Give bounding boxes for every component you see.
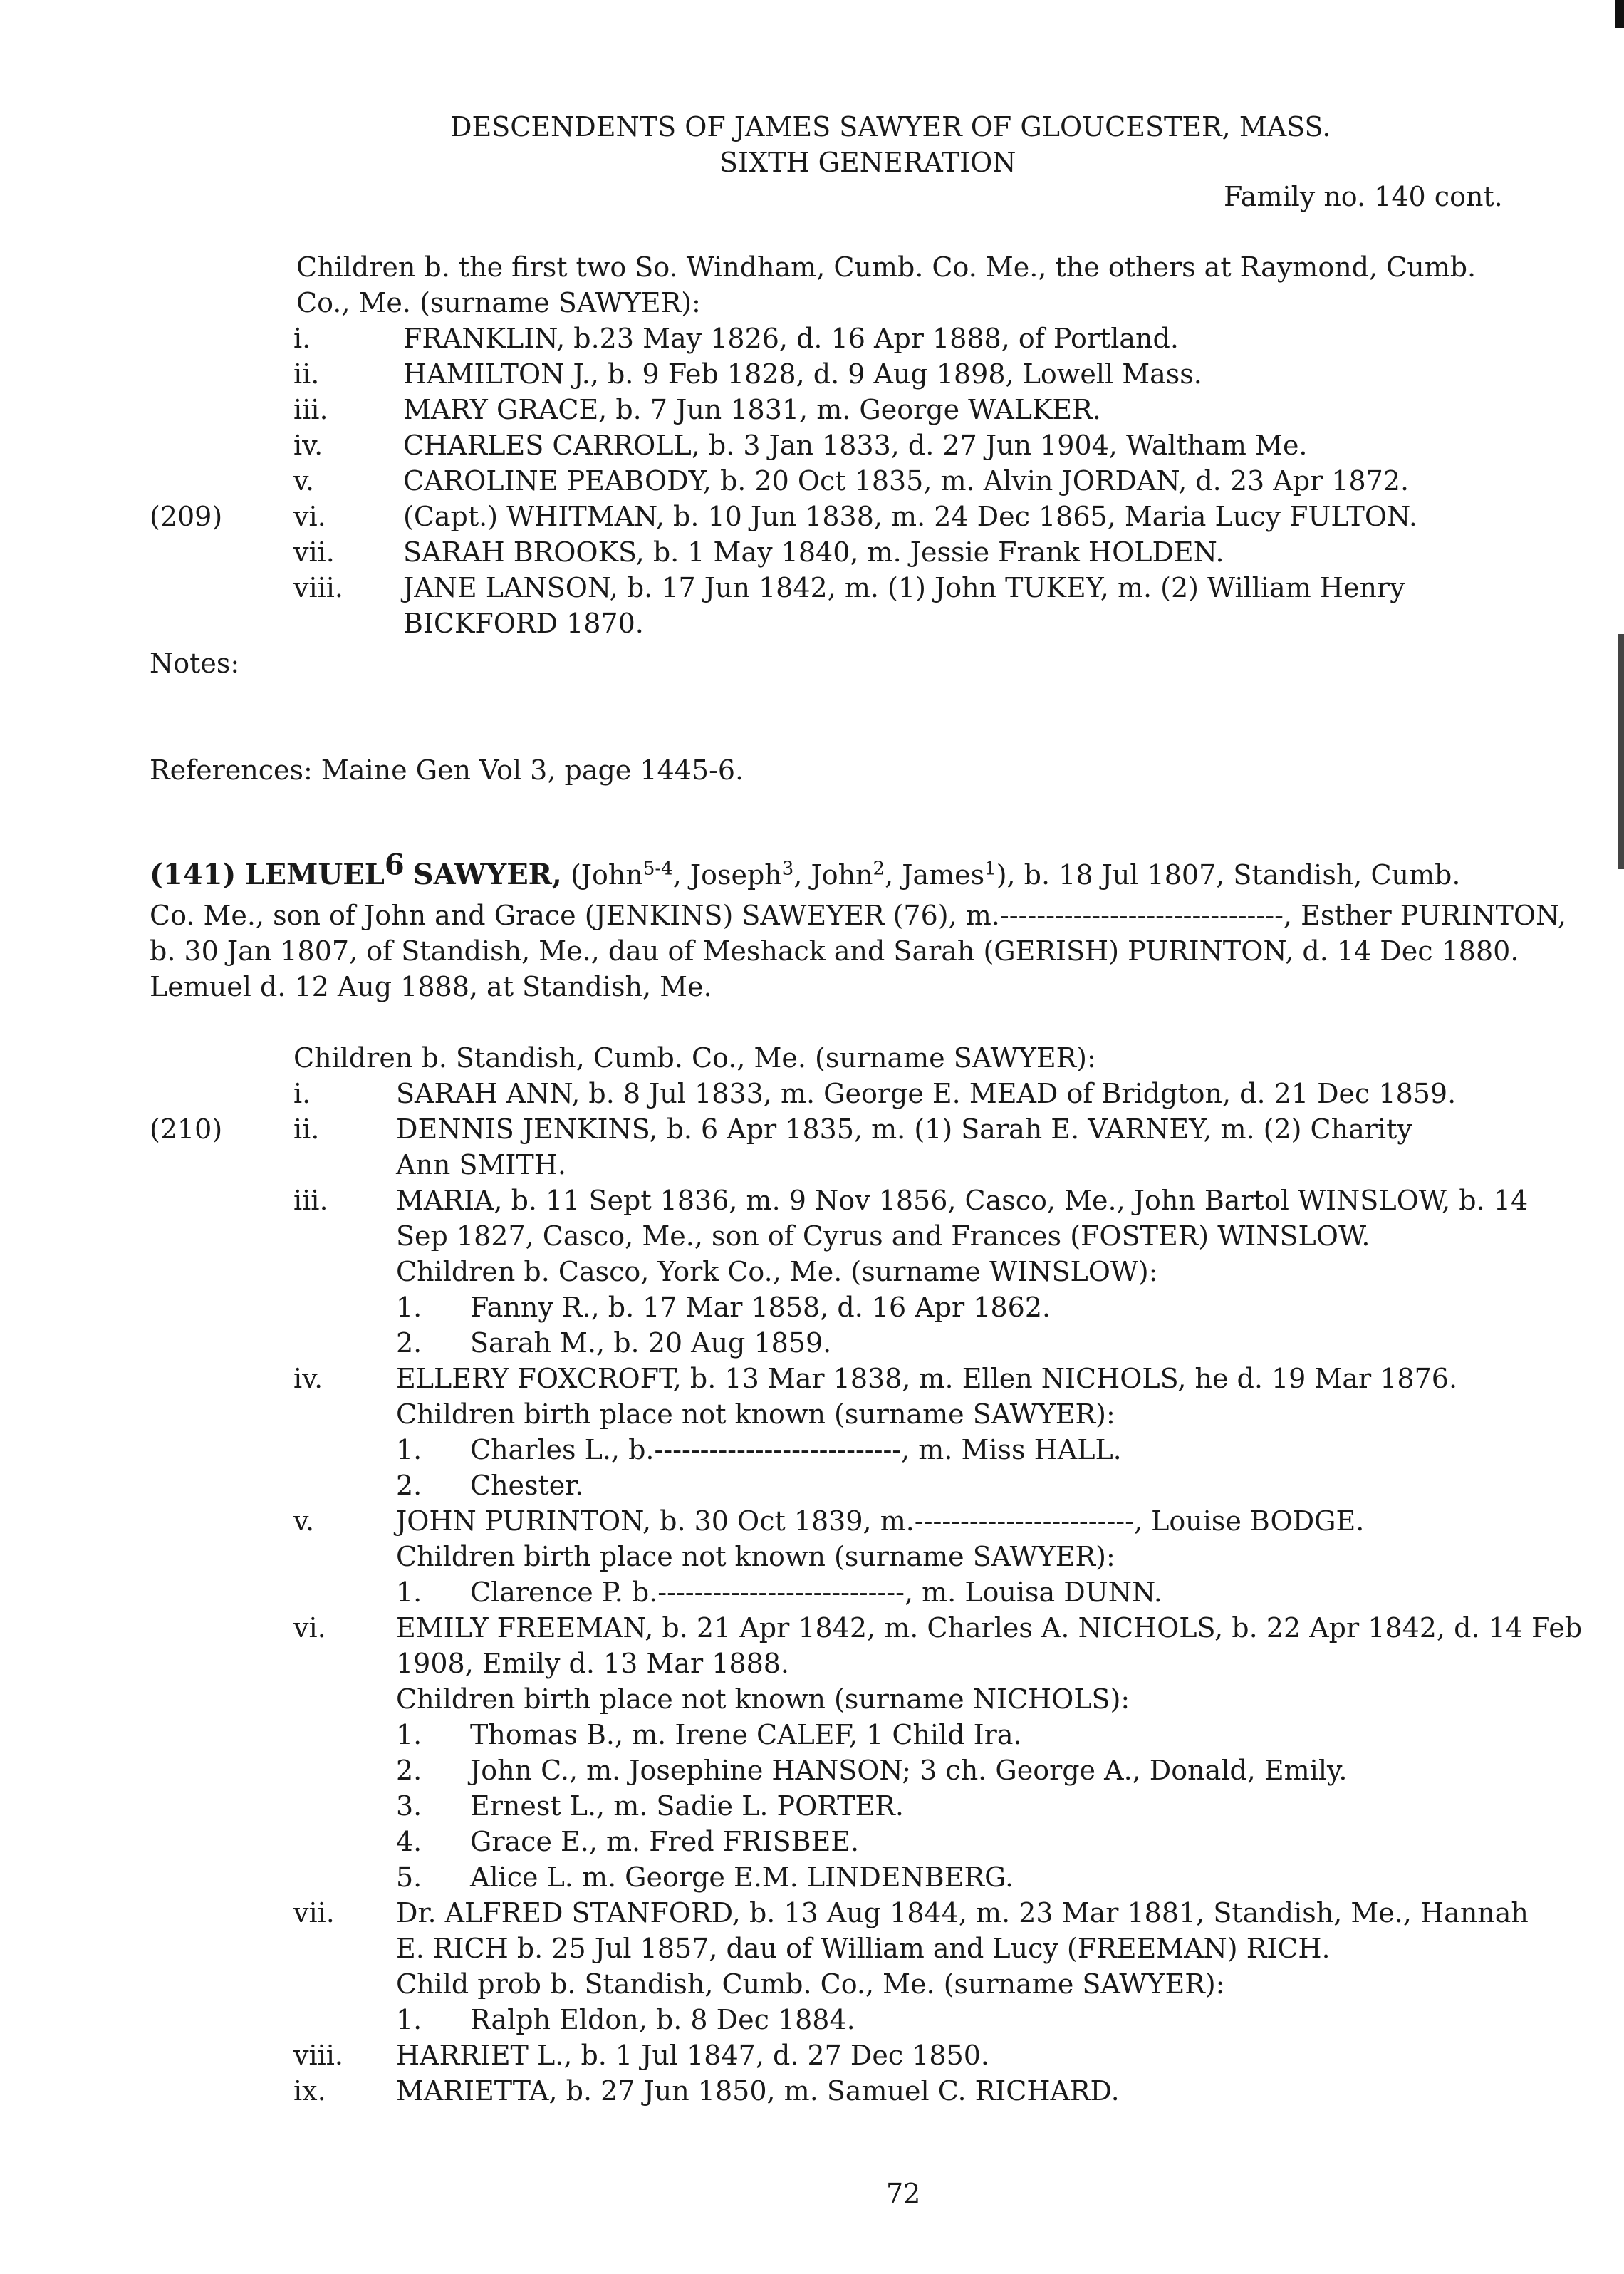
family-141-children-intro: Children b. Standish, Cumb. Co., Me. (surname SAWYER): <box>293 1042 1096 1074</box>
entry-text: JOHN PURINTON, b. 30 Oct 1839, m.------------------------, Louise BODGE. <box>396 1505 1365 1537</box>
children-intro-line-1: Children b. the first two So. Windham, Cumb. Co. Me., the others at Raymond, Cumb. <box>296 251 1477 283</box>
child-numeral: i. <box>293 323 311 354</box>
entry-text: JANE LANSON, b. 17 Jun 1842, m. (1) John TUKEY, m. (2) William Henry <box>403 572 1405 603</box>
child-numeral: iii. <box>293 394 328 425</box>
ancestry-joseph-sup: 3 <box>781 858 794 880</box>
family-141-surname: SAWYER, <box>412 858 562 891</box>
ancestry-birth: ), b. 18 Jul 1807, Standish, Cumb. <box>996 859 1461 891</box>
entry-text: EMILY FREEMAN, b. 21 Apr 1842, m. Charles A. NICHOLS, b. 22 Apr 1842, d. 14 Feb <box>396 1612 1583 1644</box>
entry-text: BICKFORD 1870. <box>403 608 644 639</box>
child-numeral: ii. <box>293 1113 320 1145</box>
entry-text: Sarah M., b. 20 Aug 1859. <box>470 1327 832 1359</box>
entry-text: Thomas B., m. Irene CALEF, 1 Child Ira. <box>470 1719 1022 1750</box>
entry-text: HARRIET L., b. 1 Jul 1847, d. 27 Dec 1850. <box>396 2040 990 2071</box>
child-numeral: v. <box>293 465 315 497</box>
grandchild-number: 2. <box>396 1755 422 1786</box>
entry-text: E. RICH b. 25 Jul 1857, dau of William and Lucy (FREEMAN) RICH. <box>396 1933 1331 1964</box>
entry-text: Alice L. m. George E.M. LINDENBERG. <box>470 1862 1014 1893</box>
entry-text: 1908, Emily d. 13 Mar 1888. <box>396 1648 790 1679</box>
child-numeral: vii. <box>293 1897 335 1928</box>
entry-text: Dr. ALFRED STANFORD, b. 13 Aug 1844, m. 23 Mar 1881, Standish, Me., Hannah <box>396 1897 1529 1928</box>
entry-text: Child prob b. Standish, Cumb. Co., Me. (surname SAWYER): <box>396 1968 1225 2000</box>
entry-text: Grace E., m. Fred FRISBEE. <box>470 1826 860 1857</box>
entry-text: MARY GRACE, b. 7 Jun 1831, m. George WALKER. <box>403 394 1101 425</box>
family-141-line-2: Co. Me., son of John and Grace (JENKINS) SAWEYER (76), m.-------------------------------, Esther PURINTON, <box>150 900 1566 931</box>
child-numeral: vi. <box>293 1612 326 1644</box>
grandchild-number: 3. <box>396 1790 422 1822</box>
entry-text: Children birth place not known (surname NICHOLS): <box>396 1683 1130 1715</box>
scan-corner-mark <box>1615 0 1624 28</box>
child-numeral: iv. <box>293 1363 323 1394</box>
ancestry-james-sup: 1 <box>984 858 996 880</box>
ancestry-john2: , John <box>793 859 873 891</box>
entry-text: SARAH BROOKS, b. 1 May 1840, m. Jessie Frank HOLDEN. <box>403 536 1224 568</box>
page-number: 72 <box>886 2178 921 2209</box>
child-numeral: iv. <box>293 430 323 461</box>
child-numeral: iii. <box>293 1185 328 1216</box>
entry-text: (Capt.) WHITMAN, b. 10 Jun 1838, m. 24 Dec 1865, Maria Lucy FULTON. <box>403 501 1417 532</box>
entry-text: Ralph Eldon, b. 8 Dec 1884. <box>470 2004 855 2035</box>
child-numeral: viii. <box>293 2040 344 2071</box>
grandchild-number: 1. <box>396 1434 422 1465</box>
ancestry-john-sup: 5-4 <box>642 858 673 880</box>
family-141-heading <box>150 848 1461 891</box>
grandchild-number: 1. <box>396 2004 422 2035</box>
entry-text: Fanny R., b. 17 Mar 1858, d. 16 Apr 1862. <box>470 1292 1051 1323</box>
family-141-number: (141) <box>150 858 236 891</box>
ancestry-john2-sup: 2 <box>873 858 885 880</box>
family-141-given-name: LEMUEL <box>244 858 385 891</box>
grandchild-number: 5. <box>396 1862 422 1893</box>
family-number: Family no. 140 cont. <box>1224 181 1503 212</box>
entry-text: DENNIS JENKINS, b. 6 Apr 1835, m. (1) Sarah E. VARNEY, m. (2) Charity <box>396 1113 1412 1145</box>
entry-text: Children birth place not known (surname SAWYER): <box>396 1398 1115 1430</box>
entry-text: Chester. <box>470 1470 584 1501</box>
entry-text: HAMILTON J., b. 9 Feb 1828, d. 9 Aug 1898, Lowell Mass. <box>403 358 1202 390</box>
children-intro-line-2: Co., Me. (surname SAWYER): <box>296 287 701 318</box>
references-line: References: Maine Gen Vol 3, page 1445-6. <box>150 754 744 786</box>
child-numeral: ii. <box>293 358 320 390</box>
child-numeral: v. <box>293 1505 315 1537</box>
grandchild-number: 4. <box>396 1826 422 1857</box>
child-numeral: vii. <box>293 536 335 568</box>
child-numeral: vi. <box>293 501 326 532</box>
grandchild-number: 1. <box>396 1719 422 1750</box>
entry-text: SARAH ANN, b. 8 Jul 1833, m. George E. MEAD of Bridgton, d. 21 Dec 1859. <box>396 1078 1457 1109</box>
entry-text: MARIETTA, b. 27 Jun 1850, m. Samuel C. RICHARD. <box>396 2075 1120 2107</box>
entry-text: MARIA, b. 11 Sept 1836, m. 9 Nov 1856, Casco, Me., John Bartol WINSLOW, b. 14 <box>396 1185 1529 1216</box>
grandchild-number: 1. <box>396 1292 422 1323</box>
child-numeral: i. <box>293 1078 311 1109</box>
family-ref-number: (209) <box>150 501 223 532</box>
entry-text: CHARLES CARROLL, b. 3 Jan 1833, d. 27 Jun 1904, Waltham Me. <box>403 430 1308 461</box>
ancestry-john: (John <box>570 859 643 891</box>
generation-heading: SIXTH GENERATION <box>719 147 1016 178</box>
family-ref-number: (210) <box>150 1113 223 1145</box>
child-numeral: viii. <box>293 572 344 603</box>
child-numeral: ix. <box>293 2075 326 2107</box>
entry-text: Ann SMITH. <box>396 1149 566 1180</box>
notes-label: Notes: <box>150 648 240 679</box>
entry-text: John C., m. Josephine HANSON; 3 ch. George A., Donald, Emily. <box>470 1755 1348 1786</box>
grandchild-number: 1. <box>396 1577 422 1608</box>
generation-superscript: 6 <box>384 848 405 882</box>
entry-text: FRANKLIN, b.23 May 1826, d. 16 Apr 1888, of Portland. <box>403 323 1179 354</box>
entry-text: Children birth place not known (surname SAWYER): <box>396 1541 1115 1572</box>
ancestry-james: , James <box>885 859 985 891</box>
grandchild-number: 2. <box>396 1327 422 1359</box>
entry-text: Ernest L., m. Sadie L. PORTER. <box>470 1790 904 1822</box>
entry-text: Clarence P. b.---------------------------, m. Louisa DUNN. <box>470 1577 1162 1608</box>
family-141-line-3: b. 30 Jan 1807, of Standish, Me., dau of Meshack and Sarah (GERISH) PURINTON, d. 14 Dec 1880. <box>150 935 1519 967</box>
entry-text: ELLERY FOXCROFT, b. 13 Mar 1838, m. Ellen NICHOLS, he d. 19 Mar 1876. <box>396 1363 1458 1394</box>
scan-edge-mark <box>1618 634 1624 869</box>
entry-text: Sep 1827, Casco, Me., son of Cyrus and Frances (FOSTER) WINSLOW. <box>396 1220 1370 1252</box>
family-141-line-4: Lemuel d. 12 Aug 1888, at Standish, Me. <box>150 971 712 1002</box>
entry-text: Charles L., b.---------------------------, m. Miss HALL. <box>470 1434 1122 1465</box>
entry-text: CAROLINE PEABODY, b. 20 Oct 1835, m. Alvin JORDAN, d. 23 Apr 1872. <box>403 465 1410 497</box>
entry-text: Children b. Casco, York Co., Me. (surname WINSLOW): <box>396 1256 1158 1287</box>
document-title: DESCENDENTS OF JAMES SAWYER OF GLOUCESTER, MASS. <box>450 111 1331 142</box>
ancestry-joseph: , Joseph <box>672 859 782 891</box>
grandchild-number: 2. <box>396 1470 422 1501</box>
